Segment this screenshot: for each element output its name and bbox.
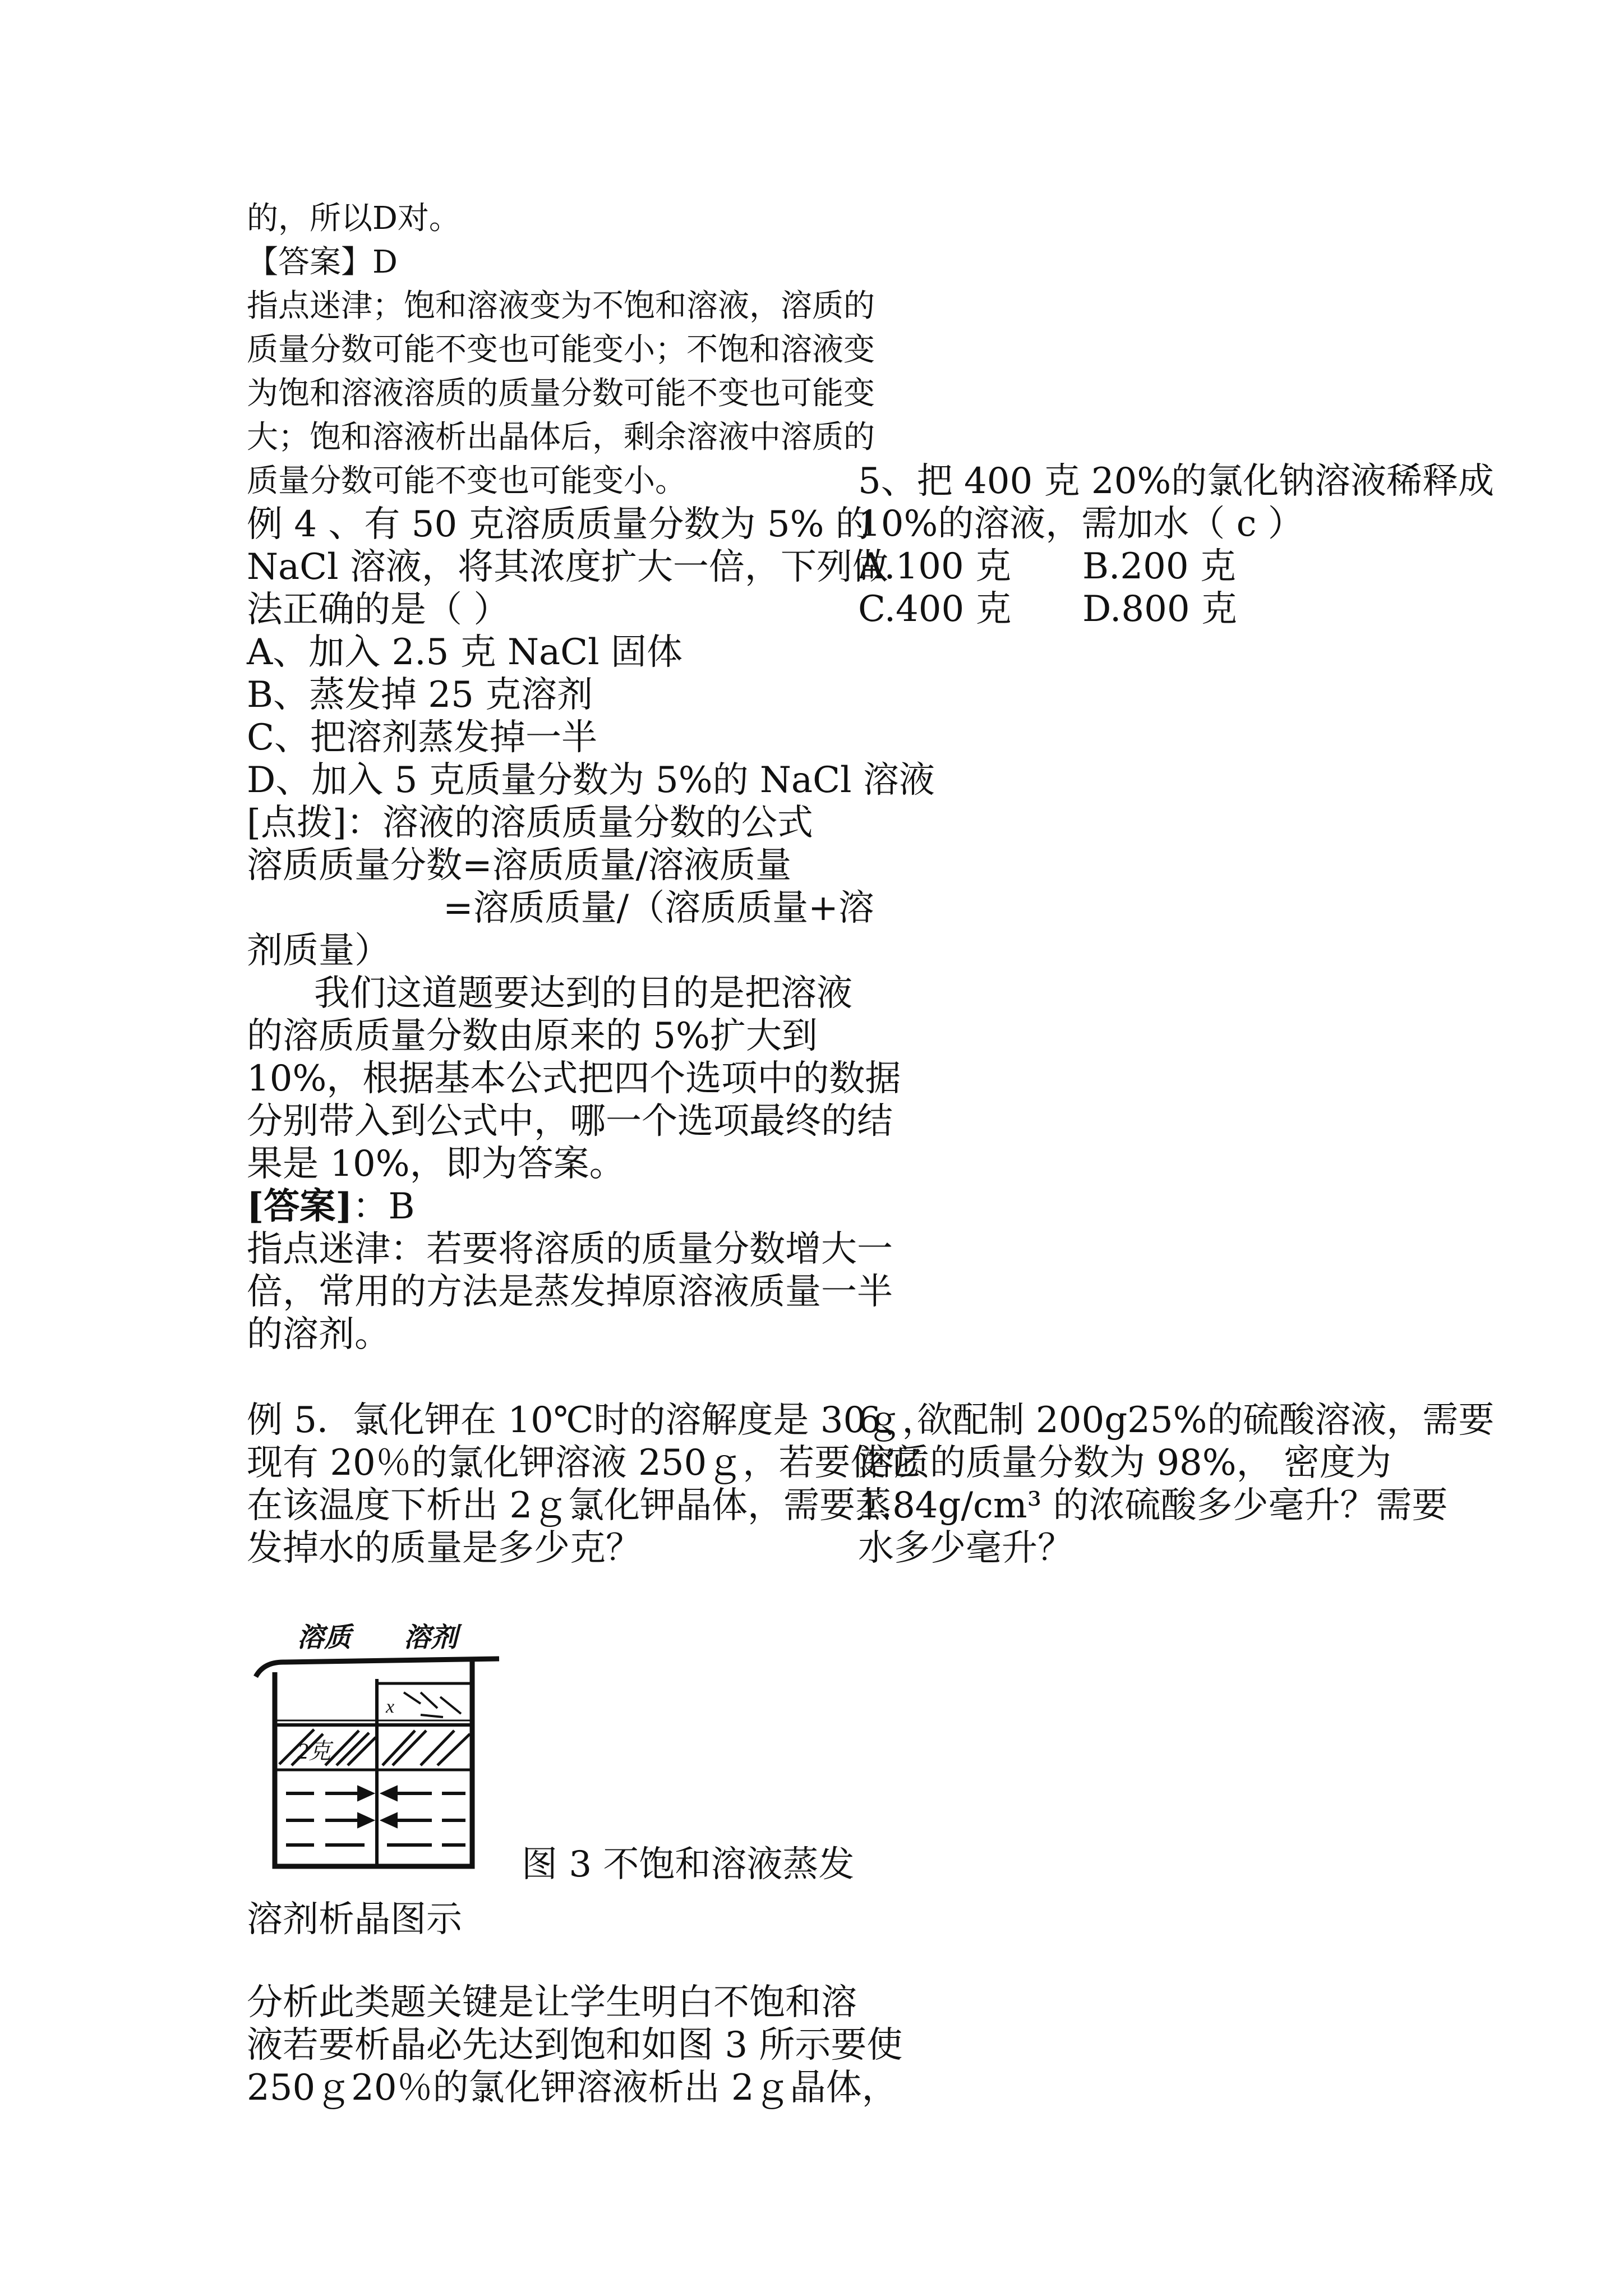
explanation-line: 10%，根据基本公式把四个选项中的数据 (247, 1058, 901, 1099)
question5-text: 10%的溶液，需加水（ c ） (858, 503, 1304, 545)
explanation-line: 我们这道题要达到的目的是把溶液 (314, 973, 852, 1014)
text-line: 的，所以D对。 (247, 200, 460, 237)
formula-line: 剂质量） (247, 930, 390, 972)
text-line: 为饱和溶液溶质的质量分数可能不变也可能变 (247, 375, 875, 412)
analysis-line: 分析此类题关键是让学生明白不饱和溶 (247, 1982, 857, 2023)
evaporation-hatch (404, 1692, 461, 1717)
analysis-line: 250ｇ20％的氯化钾溶液析出 2ｇ晶体， (247, 2067, 898, 2109)
question5-option-c: C.400 克 (858, 588, 1012, 630)
question6-text: 溶质的质量分数为 98%， 密度为 (858, 1442, 1391, 1484)
example4-question: 法正确的是（ ） (247, 589, 510, 631)
formula-line: =溶质质量/（溶质质量+溶 (443, 887, 874, 929)
example4-option-c: C、把溶剂蒸发掉一半 (247, 717, 597, 758)
question5-option-d: D.800 克 (1082, 588, 1237, 630)
beaker-rim (256, 1659, 499, 1677)
question5-option-a: A.100 克 (858, 546, 1012, 587)
arrow-group-right (384, 1788, 465, 1845)
example5-question: 发掉水的质量是多少克？ (247, 1527, 642, 1569)
example5-question: 例 5．氯化钾在 10℃时的溶解度是 30ｇ， (247, 1400, 938, 1441)
answer-value: ：B (352, 1186, 415, 1227)
example4-option-b: B、蒸发掉 25 克溶剂 (247, 674, 593, 716)
question6-text: 6、欲配制 200g25%的硫酸溶液，需要 (858, 1400, 1495, 1441)
explanation-line: 果是 10%，即为答案。 (247, 1143, 625, 1185)
figure-caption: 图 3 不饱和溶液蒸发 (522, 1844, 855, 1885)
hint-line: [点拨]：溶液的溶质质量分数的公式 (247, 802, 813, 844)
analysis-line: 液若要析晶必先达到饱和如图 3 所示要使 (247, 2024, 903, 2066)
beaker-outline (275, 1661, 472, 1866)
question5-option-b: B.200 克 (1082, 546, 1236, 587)
figure-mark-x: x (386, 1696, 395, 1717)
tip-line: 的溶剂。 (247, 1314, 390, 1355)
answer-line: 【答案】D (247, 244, 398, 280)
tip-line: 倍，常用的方法是蒸发掉原溶液质量一半 (247, 1271, 893, 1313)
example5-question: 在该温度下析出 2ｇ氯化钾晶体，需要蒸 (247, 1485, 892, 1526)
text-line: 质量分数可能不变也可能变小；不饱和溶液变 (247, 332, 875, 368)
example4-option-d: D、加入 5 克质量分数为 5%的 NaCl 溶液 (247, 760, 935, 801)
text-line: 指点迷津；饱和溶液变为不饱和溶液，溶质的 (247, 288, 875, 324)
explanation-line: 的溶质质量分数由原来的 5%扩大到 (247, 1015, 818, 1057)
arrow-group-left (286, 1788, 371, 1845)
figure-label-solvent: 溶剂 (404, 1623, 458, 1653)
text-line: 大；饱和溶液析出晶体后，剩余溶液中溶质的 (247, 419, 875, 455)
question6-text: 1.84g/cm³ 的浓硫酸多少毫升？需要 (858, 1485, 1448, 1526)
formula-line: 溶质质量分数=溶质质量/溶液质量 (247, 845, 792, 886)
figure-caption: 溶剂析晶图示 (247, 1899, 462, 1940)
tip-line: 指点迷津：若要将溶质的质量分数增大一 (247, 1228, 893, 1270)
answer-line (247, 1185, 415, 1227)
figure-label-solute: 溶质 (297, 1623, 352, 1653)
question5-text: 5、把 400 克 20%的氯化钠溶液稀释成 (858, 461, 1495, 502)
example5-question: 现有 20％的氯化钾溶液 250ｇ，若要使它 (247, 1442, 923, 1484)
answer-label: [答案] (247, 1185, 353, 1227)
question6-text: 水多少毫升？ (858, 1527, 1073, 1569)
example4-question: NaCl 溶液，将其浓度扩大一倍，下列做 (247, 546, 888, 588)
example4-question: 例 4 、有 50 克溶质质量分数为 5% 的 (247, 504, 872, 545)
figure-mark-2g: 2克 (297, 1738, 331, 1764)
text-line: 质量分数可能不变也可能变小。 (247, 463, 686, 499)
explanation-line: 分别带入到公式中，哪一个选项最终的结 (247, 1101, 893, 1142)
beaker-diagram (252, 1618, 522, 1876)
example4-option-a: A、加入 2.5 克 NaCl 固体 (247, 632, 683, 673)
